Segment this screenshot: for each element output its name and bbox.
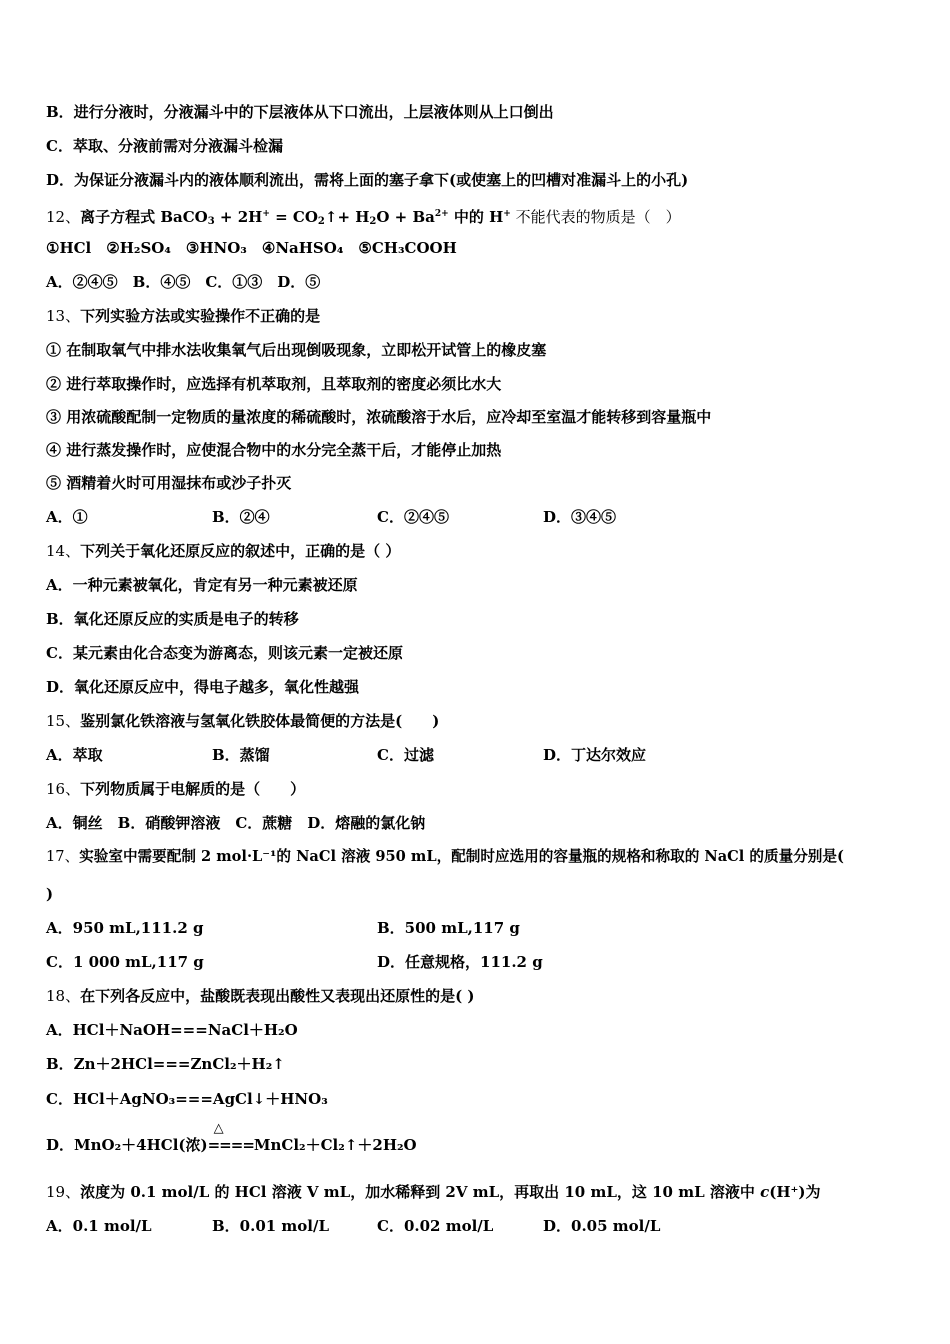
q13-option-c: C．②④⑤: [377, 508, 449, 526]
q17-stem-end: ): [46, 885, 54, 903]
q19-option-b: B．0.01 mol/L: [212, 1217, 330, 1235]
q12-options: A．②④⑤ B．④⑤ C．①③ D．⑤: [46, 273, 321, 291]
q12-items: ①HCl ②H₂SO₄ ③HNO₃ ④NaHSO₄ ⑤CH₃COOH: [46, 239, 457, 257]
q13-statement-3: ③ 用浓硫酸配制一定物质的量浓度的稀硫酸时，浓硫酸溶于水后，应冷却至室温才能转移到容量瓶中: [46, 408, 712, 426]
q17-option-d: D．任意规格，111.2 g: [377, 953, 543, 971]
q14-option-a: A．一种元素被氧化，肯定有另一种元素被还原: [46, 576, 358, 594]
q18-option-c: C．HCl＋AgNO₃===AgCl↓＋HNO₃: [46, 1090, 328, 1108]
q13-option-b: B．②④: [212, 508, 270, 526]
q13-statement-1: ① 在制取氧气中排水法收集氧气后出现倒吸现象，立即松开试管上的橡皮塞: [46, 341, 547, 359]
q16-stem: 16、下列物质属于电解质的是（ ）: [46, 780, 306, 798]
q14-stem: 14、下列关于氧化还原反应的叙述中，正确的是（ ）: [46, 542, 401, 560]
q19-option-a: A．0.1 mol/L: [46, 1217, 152, 1235]
q13-statement-2: ② 进行萃取操作时，应选择有机萃取剂，且萃取剂的密度必须比水大: [46, 375, 502, 393]
q17-option-b: B．500 mL,117 g: [377, 919, 520, 937]
q14-option-b: B．氧化还原反应的实质是电子的转移: [46, 610, 299, 628]
q11-option-d: D．为保证分液漏斗内的液体顺利流出，需将上面的塞子拿下(或使塞上的凹槽对准漏斗上的小孔): [46, 171, 689, 189]
q19-option-d: D．0.05 mol/L: [543, 1217, 661, 1235]
heating-condition: △ ====: [207, 1121, 254, 1154]
q11-option-b: B．进行分液时，分液漏斗中的下层液体从下口流出，上层液体则从上口倒出: [46, 103, 554, 121]
q17-stem: 17、实验室中需要配制 2 mol·L⁻¹的 NaCl 溶液 950 mL，配制时应选用的容量瓶的规格和称取的 NaCl 的质量分别是(: [46, 848, 844, 865]
q16-options: A．铜丝 B．硝酸钾溶液 C．蔗糖 D．熔融的氯化钠: [46, 814, 426, 832]
q18-option-b: B．Zn＋2HCl===ZnCl₂＋H₂↑: [46, 1055, 285, 1073]
q15-option-d: D．丁达尔效应: [543, 746, 647, 764]
q14-option-c: C．某元素由化合态变为游离态，则该元素一定被还原: [46, 644, 403, 662]
q19-option-c: C．0.02 mol/L: [377, 1217, 494, 1235]
q14-option-d: D．氧化还原反应中，得电子越多，氧化性越强: [46, 678, 360, 696]
q18-stem: 18、在下列各反应中，盐酸既表现出酸性又表现出还原性的是( ): [46, 987, 475, 1005]
q19-stem: 19、浓度为 0.1 mol/L 的 HCl 溶液 V mL，加水稀释到 2V mL，再取出 10 mL，这 10 mL 溶液中 c(H⁺)为: [46, 1183, 821, 1201]
q13-option-d: D．③④⑤: [543, 508, 617, 526]
q13-stem: 13、下列实验方法或实验操作不正确的是: [46, 307, 321, 325]
q13-option-a: A．①: [46, 508, 88, 526]
q15-option-c: C．过滤: [377, 746, 434, 764]
q13-statement-5: ⑤ 酒精着火时可用湿抹布或沙子扑灭: [46, 474, 292, 492]
q17-option-a: A．950 mL,111.2 g: [46, 919, 204, 937]
q17-option-c: C．1 000 mL,117 g: [46, 953, 204, 971]
q13-statement-4: ④ 进行蒸发操作时，应使混合物中的水分完全蒸干后，才能停止加热: [46, 441, 502, 459]
q15-option-a: A．萃取: [46, 746, 103, 764]
q15-stem: 15、鉴别氯化铁溶液与氢氧化铁胶体最简便的方法是( ): [46, 712, 440, 730]
q15-option-b: B．蒸馏: [212, 746, 270, 764]
q18-option-a: A．HCl＋NaOH===NaCl＋H₂O: [46, 1021, 298, 1039]
q18-option-d: D．MnO₂＋4HCl(浓) △ ====MnCl₂＋Cl₂↑＋2H₂O: [46, 1121, 417, 1154]
q12-stem: 12、离子方程式 BaCO$_3$ + $2H^+ = CO_2↑+ H_2O + Ba^{2+}$ 中的 H+ 不能代表的物质是（ ）: [46, 208, 681, 227]
q11-option-c: C．萃取、分液前需对分液漏斗检漏: [46, 137, 283, 155]
